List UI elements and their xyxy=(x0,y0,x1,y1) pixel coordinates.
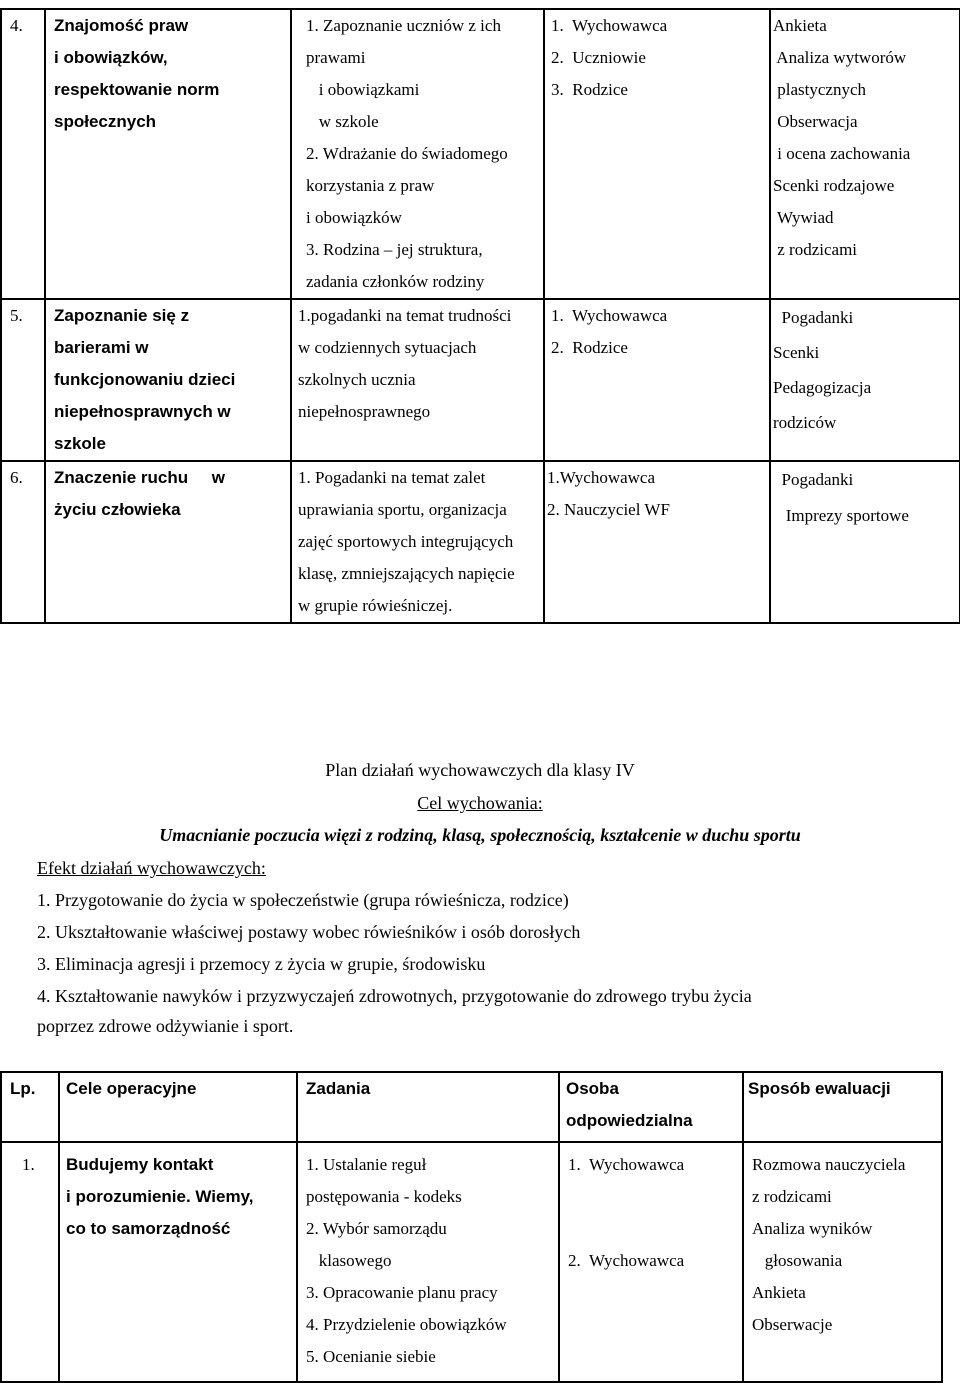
topic-cell xyxy=(45,461,291,623)
cell-text-line: Zapoznanie się z xyxy=(54,306,190,325)
header-lp xyxy=(1,1072,59,1142)
cell-text-line: klasowego xyxy=(306,1251,392,1270)
cell-text-line: zajęć sportowych integrujących xyxy=(298,532,514,551)
cell-text-line: 2. Wybór samorządu xyxy=(306,1219,447,1238)
cell-text-line: 2. Wdrażanie do świadomego xyxy=(306,144,508,163)
cell-text-line: 6. xyxy=(10,468,23,487)
tasks-cell xyxy=(291,299,544,461)
tasks-cell xyxy=(291,9,544,299)
cell-text-line: rodziców xyxy=(773,413,837,432)
cell-text-line: Ankieta xyxy=(752,1283,806,1302)
plan-table-previous xyxy=(0,8,960,624)
effect-item: 1. Przygotowanie do życia w społeczeństwie (grupa rówieśnicza, rodzice) xyxy=(37,890,569,910)
cell-text-line: szkolnych ucznia xyxy=(298,370,416,389)
cell-text-line: głosowania xyxy=(752,1251,843,1270)
table-row xyxy=(1,299,960,461)
cell-text-line: z rodzicami xyxy=(752,1187,832,1206)
cell-text-line: w szkole xyxy=(306,112,379,131)
cell-text-line: 4. Przydzielenie obowiązków xyxy=(306,1315,507,1334)
cell-text-line: społecznych xyxy=(54,112,157,131)
plan-table-class-iv xyxy=(0,1071,943,1383)
cell-text-line: Analiza wyników xyxy=(752,1219,873,1238)
cell-text-line: z rodzicami xyxy=(773,240,858,259)
plan-title: Plan działań wychowawczych dla klasy IV xyxy=(325,760,635,780)
tasks-cell xyxy=(297,1142,559,1382)
cell-text-line: Pedagogizacja xyxy=(773,378,872,397)
cell-text-line: 1. xyxy=(22,1155,35,1174)
header-evaluation xyxy=(743,1072,942,1142)
cell-text-line: i ocena zachowania xyxy=(773,144,911,163)
table-row xyxy=(1,1142,942,1382)
cell-text-line: Cele operacyjne xyxy=(66,1079,197,1098)
cell-text-line: Osoba xyxy=(566,1079,619,1098)
cell-text-line: Znaczenie ruchu w xyxy=(54,468,225,487)
topic-cell xyxy=(45,299,291,461)
cell-text-line: Budujemy kontakt xyxy=(66,1155,214,1174)
cell-text-line: 1. Wychowawca xyxy=(551,306,668,325)
cell-text-line: co to samorządność xyxy=(66,1219,231,1238)
cell-text-line: w grupie rówieśniczej. xyxy=(298,596,453,615)
cell-text-line: 2. Rodzice xyxy=(551,338,628,357)
table-row xyxy=(1,461,960,623)
cell-text-line: 1.Wychowawca xyxy=(547,468,656,487)
cell-text-line: Ankieta xyxy=(773,16,827,35)
cell-text-line: 2. Wychowawca xyxy=(568,1251,685,1270)
cell-text-line: i obowiązków, xyxy=(54,48,168,67)
cell-text-line: i obowiązkami xyxy=(306,80,420,99)
effects-label: Efekt działań wychowawczych: xyxy=(37,858,266,878)
cell-text-line: życiu człowieka xyxy=(54,500,181,519)
evaluation-cell xyxy=(770,299,960,461)
persons-cell xyxy=(559,1142,743,1382)
cell-text-line: 4. xyxy=(10,16,23,35)
persons-cell xyxy=(544,461,770,623)
cell-text-line: 5. xyxy=(10,306,23,325)
goal-label: Cel wychowania: xyxy=(417,793,543,813)
table-header-row xyxy=(1,1072,942,1142)
effect-item: 4. Kształtowanie nawyków i przyzwyczajeń zdrowotnych, przygotowanie do zdrowego trybu życia xyxy=(37,986,752,1006)
evaluation-cell xyxy=(770,461,960,623)
header-goals xyxy=(59,1072,297,1142)
cell-text-line: i obowiązków xyxy=(306,208,402,227)
cell-text-line: klasę, zmniejszających napięcie xyxy=(298,564,515,583)
header-tasks xyxy=(297,1072,559,1142)
cell-text-line xyxy=(568,1181,742,1213)
cell-text-line: postępowania - kodeks xyxy=(306,1187,462,1206)
cell-text-line: Lp. xyxy=(10,1079,36,1098)
cell-text-line: 3. Rodzice xyxy=(551,80,628,99)
cell-text-line: Wywiad xyxy=(773,208,834,227)
cell-text-line: zadania członków rodziny xyxy=(306,272,485,291)
cell-text-line: 2. Nauczyciel WF xyxy=(547,500,670,519)
cell-text-line: prawami xyxy=(306,48,366,67)
cell-text-line: szkole xyxy=(54,434,106,453)
cell-text-line: Analiza wytworów xyxy=(773,48,907,67)
cell-text-line: barierami w xyxy=(54,338,149,357)
topic-cell xyxy=(45,9,291,299)
cell-text-line: funkcjonowaniu dzieci xyxy=(54,370,236,389)
table-row xyxy=(1,9,960,299)
cell-text-line: 1. Pogadanki na temat zalet xyxy=(298,468,486,487)
cell-text-line: 2. Uczniowie xyxy=(551,48,646,67)
cell-text-line: Zadania xyxy=(306,1079,371,1098)
persons-cell xyxy=(544,299,770,461)
cell-text-line: 1. Ustalanie reguł xyxy=(306,1155,427,1174)
effect-item: 3. Eliminacja agresji i przemocy z życia w grupie, środowisku xyxy=(37,954,486,974)
cell-text-line: Imprezy sportowe xyxy=(773,506,909,525)
header-person xyxy=(559,1072,743,1142)
cell-text-line: Scenki xyxy=(773,343,820,362)
evaluation-cell xyxy=(743,1142,942,1382)
cell-text-line: korzystania z praw xyxy=(306,176,435,195)
effect-item: 2. Ukształtowanie właściwej postawy wobec rówieśników i osób dorosłych xyxy=(37,922,581,942)
cell-text-line: 1. Wychowawca xyxy=(568,1155,685,1174)
tasks-cell xyxy=(291,461,544,623)
lp-cell xyxy=(1,299,45,461)
lp-cell xyxy=(1,461,45,623)
cell-text-line: Scenki rodzajowe xyxy=(773,176,895,195)
cell-text-line: 1. Zapoznanie uczniów z ich xyxy=(306,16,501,35)
cell-text-line: w codziennych sytuacjach xyxy=(298,338,477,357)
effect-item: poprzez zdrowe odżywianie i sport. xyxy=(37,1016,294,1036)
cell-text-line: 5. Ocenianie siebie xyxy=(306,1347,436,1366)
cell-text-line: Pogadanki xyxy=(773,308,854,327)
cell-text-line: respektowanie norm xyxy=(54,80,220,99)
goal-text: Umacnianie poczucia więzi z rodziną, klasą, społecznością, kształcenie w duchu sportu xyxy=(159,825,801,845)
cell-text-line: uprawiania sportu, organizacja xyxy=(298,500,507,519)
cell-text-line: i porozumienie. Wiemy, xyxy=(66,1187,254,1206)
evaluation-cell xyxy=(770,9,960,299)
goals-cell xyxy=(59,1142,297,1382)
cell-text-line: Pogadanki xyxy=(773,470,854,489)
cell-text-line: niepełnosprawnych w xyxy=(54,402,231,421)
cell-text-line: 1.pogadanki na temat trudności xyxy=(298,306,512,325)
persons-cell xyxy=(544,9,770,299)
cell-text-line: plastycznych xyxy=(773,80,866,99)
cell-text-line: Obserwacje xyxy=(752,1315,833,1334)
cell-text-line: 1. Wychowawca xyxy=(551,16,668,35)
lp-cell xyxy=(1,9,45,299)
cell-text-line: odpowiedzialna xyxy=(566,1111,693,1130)
cell-text-line: Sposób ewaluacji xyxy=(748,1079,891,1098)
cell-text-line: 3. Opracowanie planu pracy xyxy=(306,1283,498,1302)
cell-text-line: 3. Rodzina – jej struktura, xyxy=(306,240,483,259)
cell-text-line: niepełnosprawnego xyxy=(298,402,431,421)
cell-text-line: Obserwacja xyxy=(773,112,858,131)
lp-cell xyxy=(1,1142,59,1382)
cell-text-line xyxy=(568,1213,742,1245)
cell-text-line: Rozmowa nauczyciela xyxy=(752,1155,906,1174)
cell-text-line: Znajomość praw xyxy=(54,16,189,35)
